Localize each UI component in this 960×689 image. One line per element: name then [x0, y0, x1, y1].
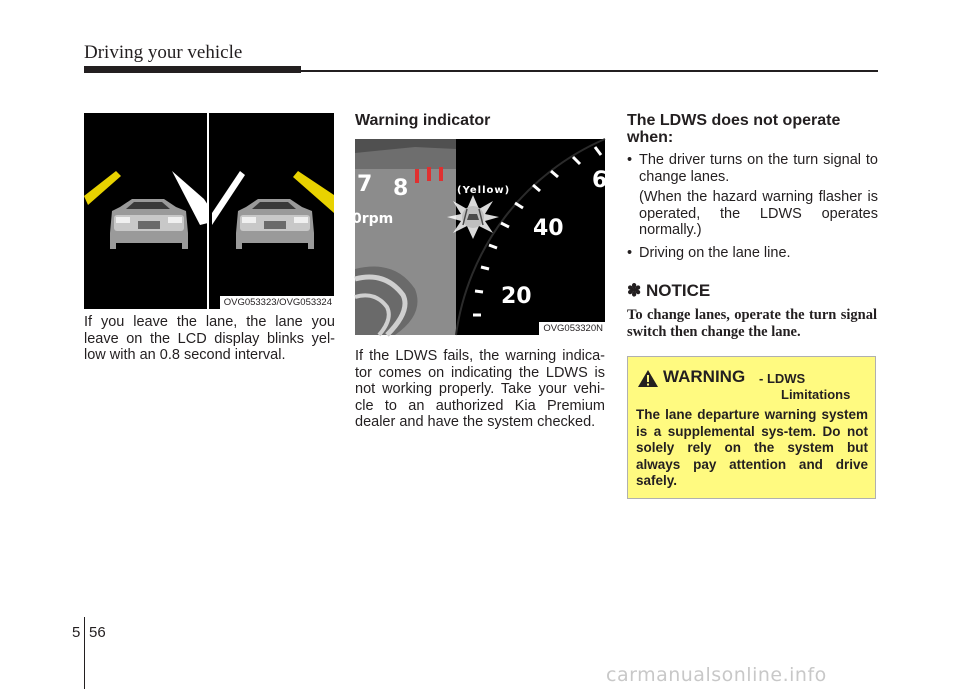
warning-indicator-heading: Warning indicator: [355, 112, 491, 129]
warning-subtitle-2: Limitations: [781, 387, 851, 402]
list-item-note: (When the hazard warning flasher is operated, the LDWS operates normally.): [639, 189, 878, 238]
footer-divider: [84, 617, 85, 689]
warning-triangle-icon: [637, 369, 659, 388]
list-item-text: The driver turns on the turn signal to change lanes.: [639, 152, 878, 185]
speed-20-label: 20: [501, 284, 532, 309]
conditions-list: [627, 152, 878, 261]
instrument-cluster-figure: [352, 139, 608, 335]
speed-40-label: 40: [533, 216, 564, 241]
figure-caption: OVG053320N: [539, 322, 605, 335]
list-item: [627, 152, 878, 239]
notice-body: To change lanes, operate the turn signal switch then change the lane.: [627, 307, 877, 340]
rpm-label: 0rpm: [352, 211, 394, 227]
lane-display-figure: [84, 113, 334, 309]
bullet: •: [627, 152, 633, 168]
watermark: carmanualsonline.info: [606, 664, 827, 686]
page-number: 56: [89, 624, 106, 641]
warning-body: The lane departure warning system is a supplemental sys-tem. Do not solely rely on the system but always pay attention and drive safely.: [636, 407, 868, 488]
figure-caption: OVG053323/OVG053324: [220, 296, 334, 309]
list-item: [627, 245, 878, 262]
header-rule-thin: [301, 70, 878, 72]
warning-subtitle: - LDWS: [759, 371, 806, 386]
section-number: 5: [72, 624, 81, 641]
lane-blink-paragraph: If you leave the lane, the lane you leave on the LCD display blinks yel-low with an 0.8 second interval.: [84, 314, 335, 363]
ldws-failure-paragraph: If the LDWS fails, the warning indica-tor comes on indicating the LDWS is not working properly. Take your vehi-cle to an authorized Kia Premium dealer and have the system checked.: [355, 348, 605, 430]
cluster-illustration: [352, 139, 608, 335]
yellow-label: (Yellow): [457, 185, 511, 196]
warning-box: [627, 356, 876, 499]
ldws-not-operate-heading: The LDWS does not operate when:: [627, 112, 841, 146]
notice-title: ✽ NOTICE: [627, 281, 711, 300]
tach-8-label: 8: [393, 176, 409, 201]
tach-7-label: 7: [357, 172, 373, 197]
warning-label: WARNING: [663, 367, 746, 386]
header-rule-thick: [84, 66, 301, 73]
bullet: •: [627, 244, 633, 261]
speed-60-label: 6: [592, 168, 608, 193]
lane-display-illustration: [84, 113, 334, 309]
list-item-text: Driving on the lane line.: [639, 244, 791, 261]
page-header-title: Driving your vehicle: [84, 42, 243, 63]
